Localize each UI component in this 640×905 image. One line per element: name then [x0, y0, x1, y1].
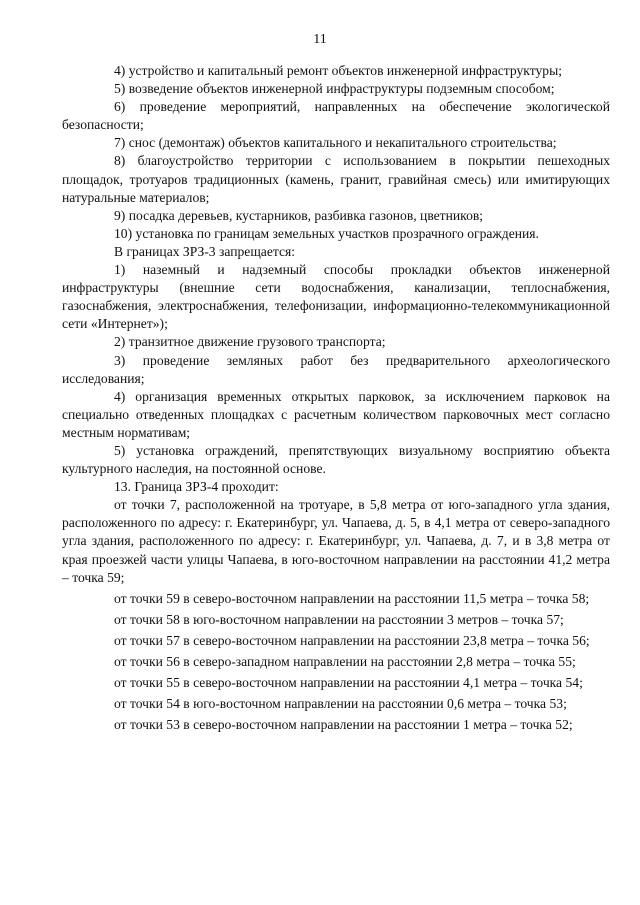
- paragraph: от точки 54 в юго-восточном направлении на расстоянии 0,6 метра – точка 53;: [114, 696, 567, 712]
- paragraph: 9) посадка деревьев, кустарников, разбивка газонов, цветников;: [114, 207, 484, 223]
- paragraph: от точки 56 в северо-западном направлении на расстоянии 2,8 метра – точка 55;: [114, 654, 576, 669]
- paragraph: от точки 7, расположенной на тротуаре, в 5,8 метра от юго-западного угла здания, расположенного по адресу: г. Екатеринбург, ул. Чапаева, д. 5, в 4,1 метра от северо-западного угла здания, расположенного по адресу: г. Екатеринбург, ул. Чапаева, д. 7, и в 3,8 метра от края проезжей части улицы Чапаева, в юго-восточном направлении на расстоянии 41,2 метра – точка 59;: [62, 497, 610, 585]
- paragraph: 7) снос (демонтаж) объектов капитального и некапитального строительства;: [114, 135, 557, 151]
- paragraph: от точки 57 в северо-восточном направлении на расстоянии 23,8 метра – точка 56;: [114, 632, 590, 648]
- paragraph: В границах ЗРЗ-3 запрещается:: [114, 243, 296, 259]
- paragraph: 4) организация временных открытых парковок, за исключением парковок на специально отведенных площадках с расчетным количеством парковочных мест согласно местным нормативам;: [62, 388, 610, 440]
- paragraph: 2) транзитное движение грузового транспорта;: [114, 334, 386, 350]
- paragraph: от точки 58 в юго-восточном направлении на расстоянии 3 метров – точка 57;: [114, 611, 564, 627]
- paragraph: 4) устройство и капитальный ремонт объектов инженерной инфраструктуры;: [114, 63, 562, 78]
- paragraph: от точки 53 в северо-восточном направлении на расстоянии 1 метра – точка 52;: [114, 717, 573, 733]
- paragraph: от точки 59 в северо-восточном направлении на расстоянии 11,5 метра – точка 58;: [114, 590, 590, 606]
- paragraph: 3) проведение земляных работ без предварительного археологического исследования;: [62, 352, 610, 386]
- paragraph: 8) благоустройство территории с использованием в покрытии пешеходных площадок, тротуаров традиционных (камень, гранит, гравийная смесь) или имитирующих натуральные материалов;: [62, 153, 610, 205]
- paragraph: 10) установка по границам земельных участков прозрачного ограждения.: [114, 225, 539, 241]
- document-body: [62, 62, 610, 734]
- section-heading: 13. Граница ЗРЗ-4 проходит:: [114, 479, 279, 495]
- paragraph: 1) наземный и надземный способы прокладки объектов инженерной инфраструктуры (внешние сети водоснабжения, канализации, теплоснабжения, газоснабжения, электроснабжения, телефонизации, информационно-телекоммуникационной сети «Интернет»);: [62, 262, 610, 332]
- paragraph: от точки 55 в северо-восточном направлении на расстоянии 4,1 метра – точка 54;: [114, 675, 583, 691]
- paragraph: 5) установка ограждений, препятствующих визуальному восприятию объекта культурного наследия, на постоянной основе.: [62, 442, 610, 477]
- page-number: 11: [313, 32, 327, 47]
- paragraph: 5) возведение объектов инженерной инфраструктуры подземным способом;: [114, 81, 555, 97]
- paragraph: 6) проведение мероприятий, направленных на обеспечение экологической безопасности;: [62, 99, 610, 133]
